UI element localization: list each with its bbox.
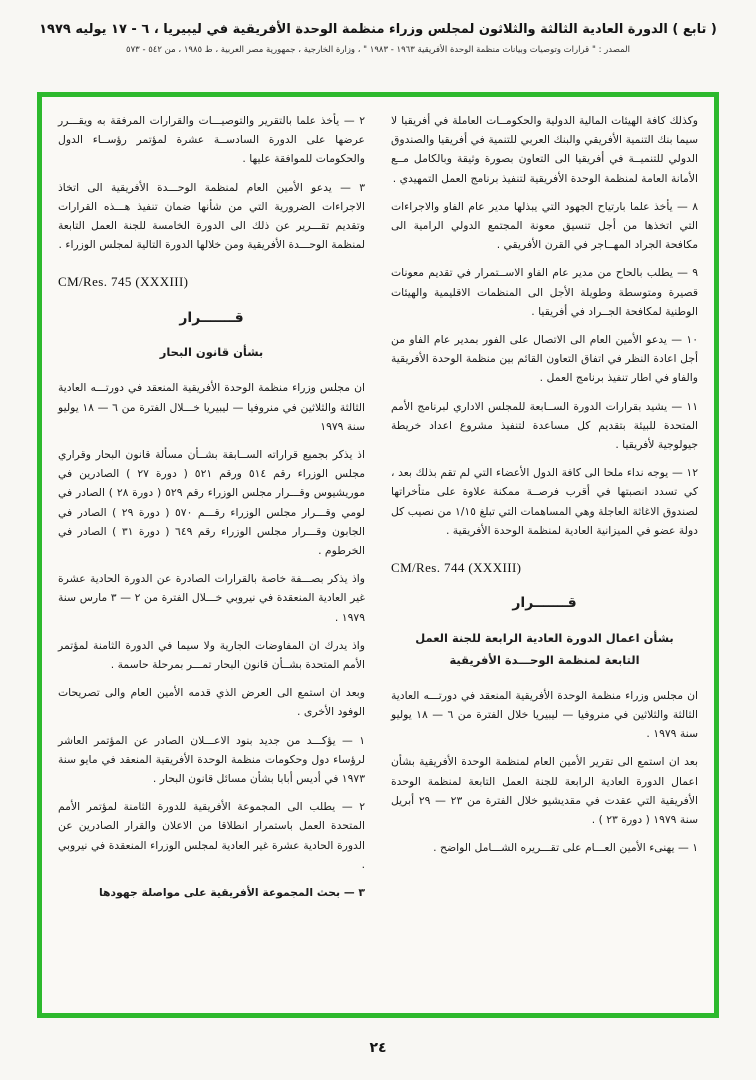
paragraph-bold: ٣ — بحث المجموعة الأفريقية على مواصلة جهودها [99,885,365,899]
resolution-number: CM/Res. 745 (XXXIII) [58,274,189,290]
column-left [58,111,365,1003]
paragraph: واذ يذكر بصـــفة خاصة بالقرارات الصادرة عن الدورة الحادية عشرة غير العادية المنعقدة في نيروبي خـــلال الفترة من ٢ — ٣ مارس سنة ١٩٧٩ . [58,572,365,624]
paragraph: ان مجلس وزراء منظمة الوحدة الأفريقية المنعقد في دورتـــه العادية الثالثة والثلاثين في منروفيا — ليبيريا خـــلال الفترة من ٦ — ١٨ يوليو سنة ١٩٧٩ [58,381,365,433]
paragraph: ١ — يؤكـــد من جديد بنود الاعـــلان الصادر عن المؤتمر العاشر لرؤساء دول وحكومات منظمة الوحدة الأفريقية المنعقد في مايو سنة ١٩٧٣ في أديس أبابا بشأن مسائل قانون البحار . [58,733,365,785]
paragraph: وبعد ان استمع الى العرض الذي قدمه الأمين العام والى تصريحات الوفود الأخرى . [58,686,365,719]
page-header-source: المصدر : " قرارات وتوصيات وبيانات منظمة الوحدة الأفريقية ١٩٦٣ - ١٩٨٣ " ، وزارة الخارجية ، جمهورية مصر العربية ، ط ١٩٨٥ ، من ٥٤٢ - ٥٧٣ [126,45,630,55]
paragraph: واذ يدرك ان المفاوضات الجارية ولا سيما في الدورة الثامنة لمؤتمر الأمم المتحدة بشــأن قانون البحار تمـــر بمرحلة حاسمة . [58,638,365,671]
paragraph: ١١ — يشيد بقرارات الدورة الســابعة للمجلس الاداري لبرنامج الأمم المتحدة للبيئة بتقديم كل مساعدة لتنفيذ مشروع اعداد خريطة جيولوجية لأفريقيا . [391,399,698,452]
column-right [391,111,698,1003]
two-column-layout [42,97,714,1013]
page-header [0,0,756,55]
paragraph: بعد ان استمع الى تقرير الأمين العام لمنظمة الوحدة الأفريقية بشأن اعمال الدورة العادية الرابعة للجنة العمل التابعة لمنظمة الوحدة الأفريقية التي عقدت في مقديشيو خلال الفترة من ٢٣ — ٢٩ أبريل سنة ١٩٧٩ ( دورة ٢٣ ) . [391,755,698,826]
paragraph: وكذلك كافة الهيئات المالية الدولية والحكومــات العاملة في أفريقيا لا سيما بنك التنمية الأفريقي والبنك العربي للتنمية في أفريقيا والصندوق الدولي للتنميــة في أفريقيا الى التعاون بصورة وثيقة وبالكامل مــع الأمانة العامة لمنظمة الوحدة الأفريقية لتنفيذ برنامج العمل التمهيدي . [391,114,698,185]
paragraph: ١٢ — يوجه نداء ملحا الى كافة الدول الأعضاء التي لم تقم بذلك بعد ، كي تسدد انصبتها في أقرب فرصــة ممكنة علاوة على متأخراتها لصندوق الاغاثة العاجلة وهي المساهمات التي تبلغ ١/١٥ من نصيب كل دولة عضو في الميزانية العادية لمنظمة الوحدة الأفريقية . [391,466,698,537]
paragraph: اذ يذكر بجميع قراراته الســابقة بشــأن مسألة قانون البحار وقراري مجلس الوزراء رقم ٥١٤ ورقم ٥٢١ ( دورة ٢٧ ) الصادرين في موريشيوس وقـــرار مجلس الوزراء رقم ٥٢٩ ( دورة ٢٨ ) الصادر في لومي وقـــرار مجلس الوزراء رقـــم ٥٧٠ ( دورة ٢٩ ) الصادر في الجابون وقـــرار مجلس الوزراء رقم ٦٤٩ ( دورة ٣١ ) الصادر في الخرطوم . [58,447,366,557]
paragraph: ١ — يهنىء الأمين العـــام على تقـــريره الشـــامل الواضح . [433,841,698,855]
resolution-title: قـــــــرار [179,309,244,326]
content-frame [37,92,719,1018]
paragraph: ٩ — يطلب بالحاح من مدير عام الفاو الاســتمرار في تقديم معونات قصيرة ومتوسطة وطويلة الأجل الى المنظمات الاقليمية والهيئات الوطنية لمكافحة الجــراد في أفريقيا . [391,266,698,318]
page-header-title: ( تابع ) الدورة العادية الثالثة والثلاثون لمجلس وزراء منظمة الوحدة الأفريقية في ليبيريا ، ٦ - ١٧ يوليه ١٩٧٩ [39,22,717,37]
paragraph: ٣ — يدعو الأمين العام لمنظمة الوحـــدة الأفريقية الى اتخاذ الاجراءات الضرورية التي من شأنها ضمان تنفيذ هـــذه القرارات وتقديم تقـــرير عن ذلك الى الدورة الخامسة للجنة العمل التابعة لمنظمة الوحـــدة الأفريقية ومن خلالها الدورة التالية لمجلس الوزراء . [58,180,365,252]
resolution-subject: بشأن قانون البحار [159,345,264,360]
resolution-title: قـــــــرار [512,595,577,612]
paragraph: ١٠ — يدعو الأمين العام الى الاتصال على الفور بمدير عام الفاو من أجل اعادة النظر في اتفاق التعاون القائم بين منظمة الوحدة الأفريقية والفاو في اطار تنفيذ برنامج العمل . [391,333,698,385]
resolution-subject: بشأن اعمال الدورة العادية الرابعة للجنة العمل التابعة لمنظمة الوحـــدة الأفريقية [415,631,674,667]
page-number: ٢٤ [369,1040,387,1056]
paragraph: ٢ — يأخذ علما بالتقرير والتوصيـــات والقرارات المرفقة به ويقـــرر عرضها على الدورة السادســة عشرة لمؤتمر رؤســاء الدول والحكومات للموافقة عليها . [58,114,365,166]
resolution-number: CM/Res. 744 (XXXIII) [391,560,522,576]
paragraph: ان مجلس وزراء منظمة الوحدة الأفريقية المنعقد في دورتـــه العادية الثالثة والثلاثين في منروفيا — ليبيريا خلال الفترة من ٦ — ١٨ يوليو سنة ١٩٧٩ . [391,688,699,741]
paragraph: ٨ — يأخذ علما بارتياح الجهود التي يبذلها مدير عام الفاو والاجراءات التي اتخذها من أجل تنسيق معونة المجتمع الدولي الرامية الى مكافحة الجراد المهــاجر في القرن الأفريقي . [391,199,698,252]
paragraph: ٢ — يطلب الى المجموعة الأفريقية للدورة الثامنة لمؤتمر الأمم المتحدة العمل باستمرار انطلاقا من الاعلان والقرار الصادرين عن الدورة الحادية عشرة غير العادية لمجلس الوزراء المنعقدة في نيروبي . [58,800,365,871]
